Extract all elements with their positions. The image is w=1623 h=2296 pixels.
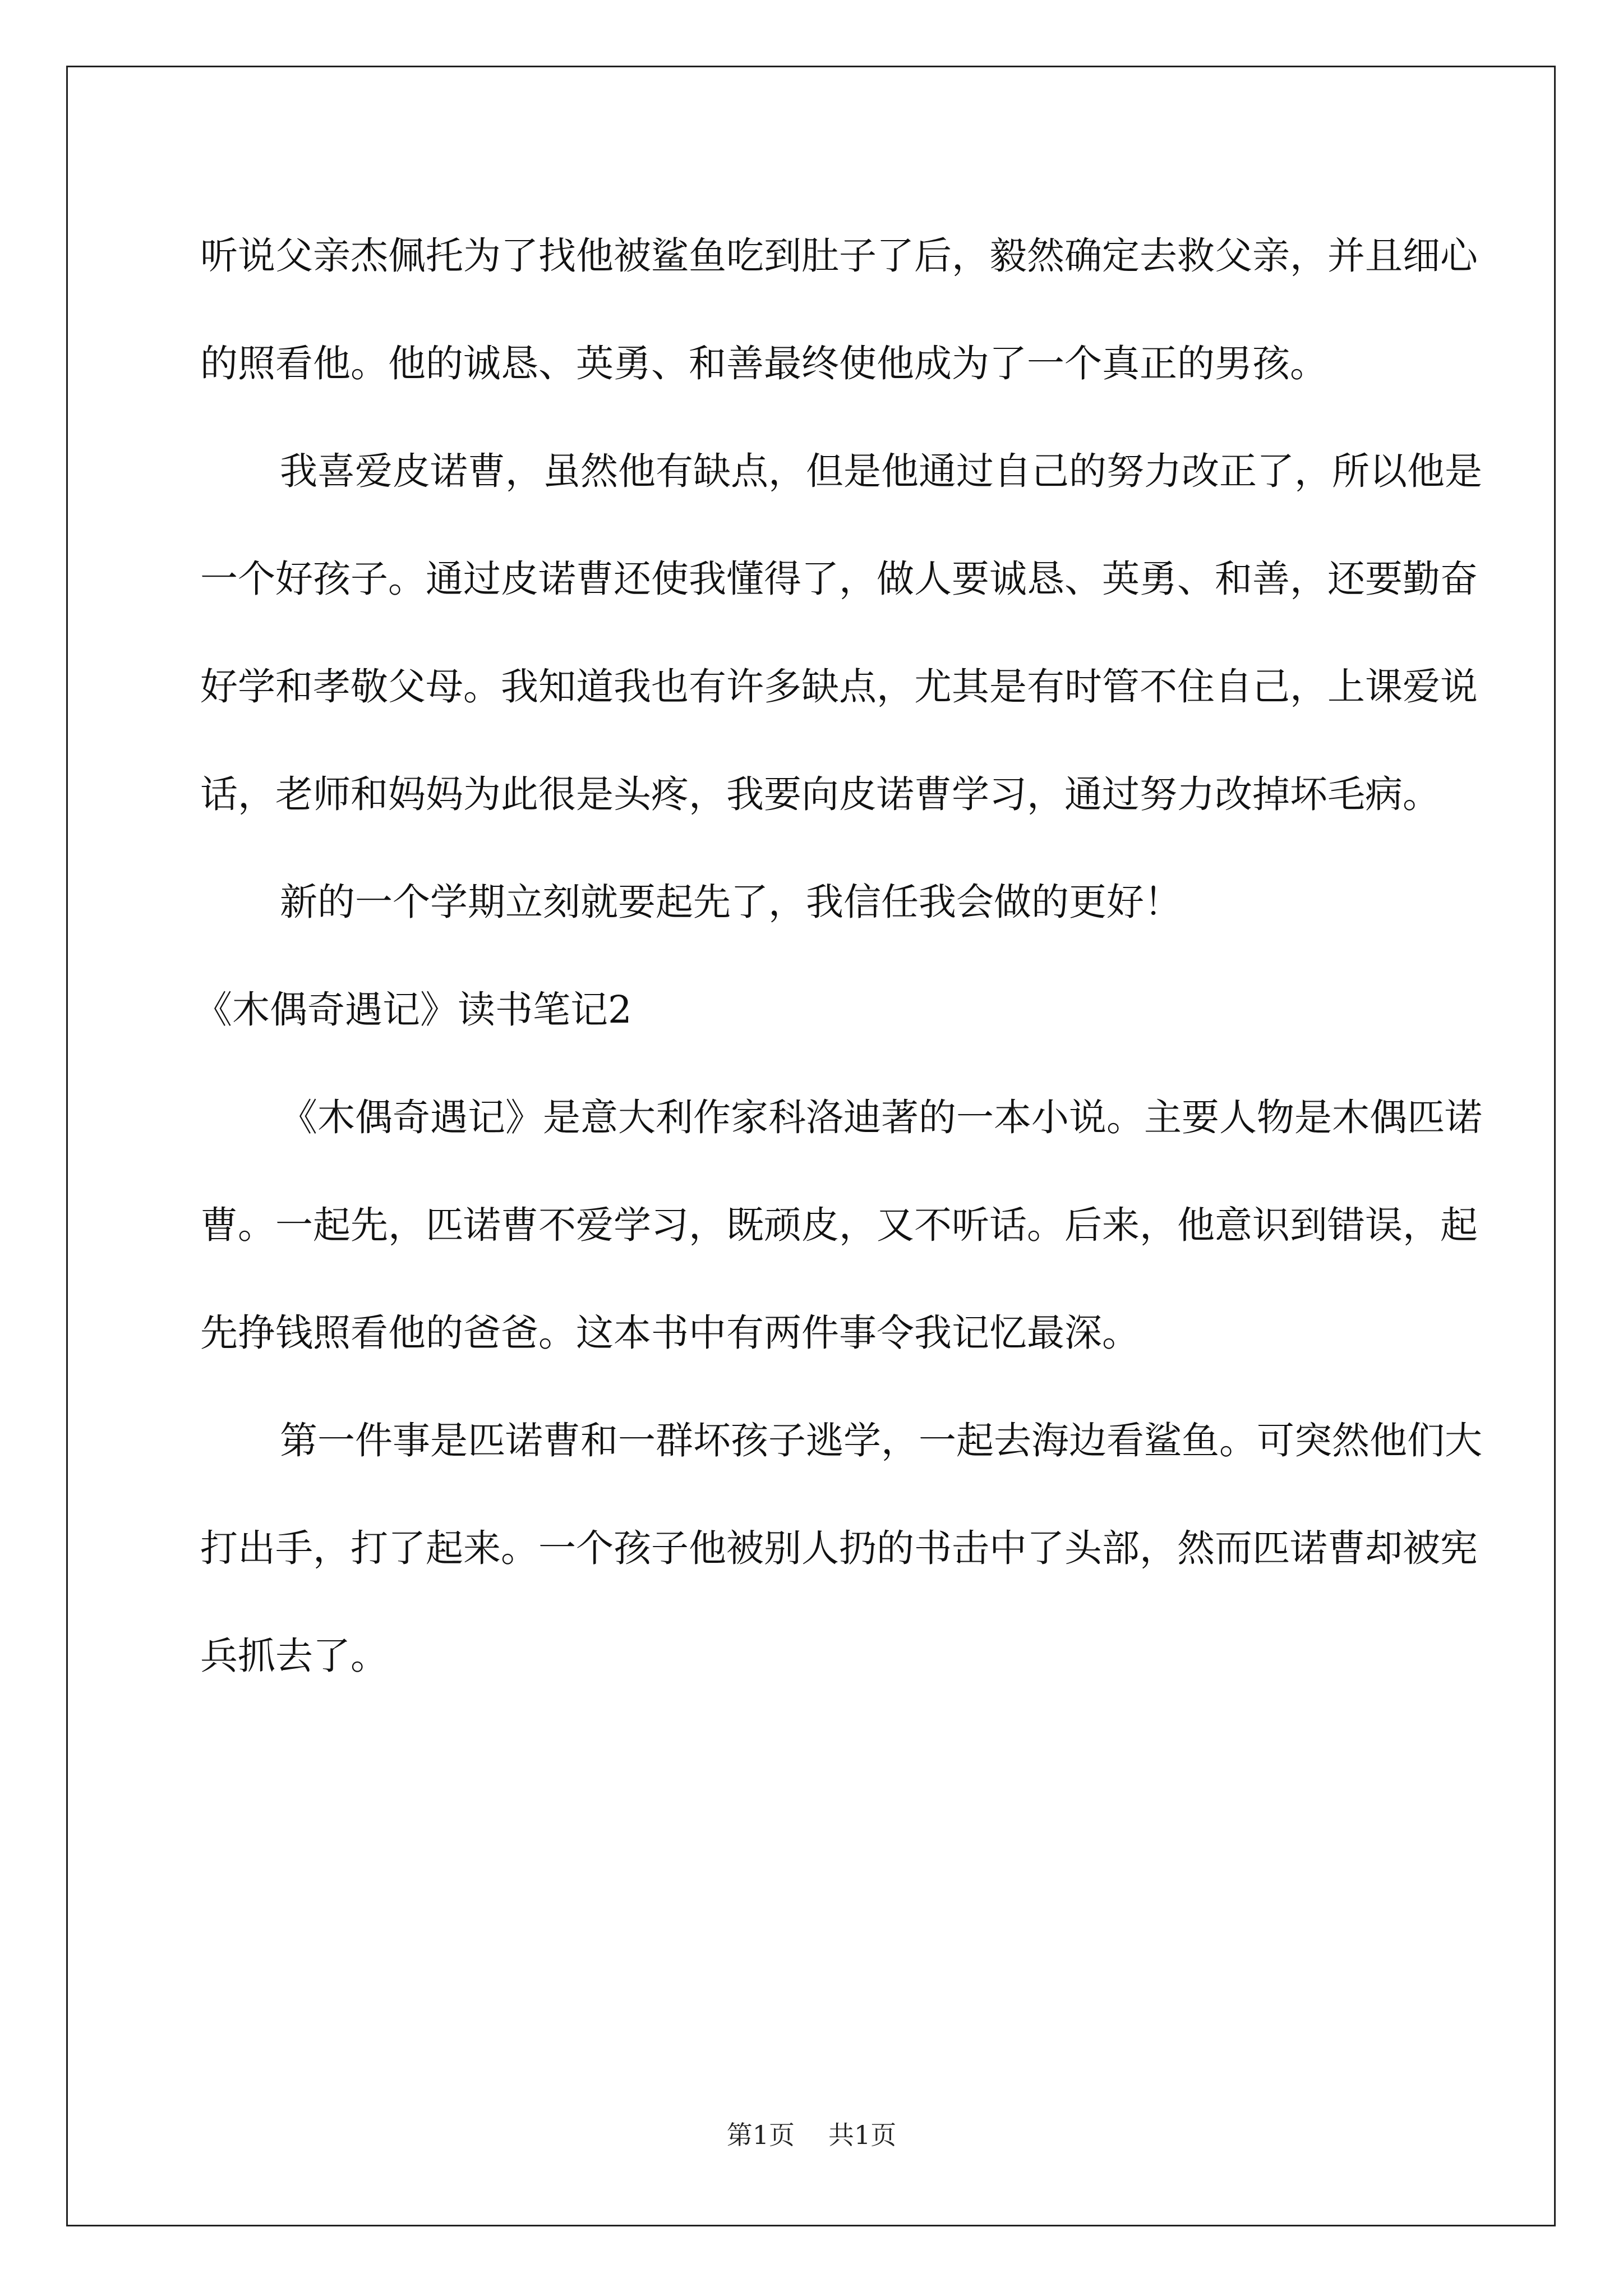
paragraph-pinocchio-lesson: 我喜爱皮诺曹，虽然他有缺点，但是他通过自己的努力改正了，所以他是一个好孩子。通过皮诺曹还使我懂得了，做人要诚恳、英勇、和善，还要勤奋好学和孝敬父母。我知道我也有许多缺点，尤其是有时管不住自己，上课爱说话，老师和妈妈为此很是头疼，我要向皮诺曹学习，通过努力改掉坏毛病。 (200, 449, 1482, 816)
paragraph-book-intro: 《木偶奇遇记》是意大利作家科洛迪著的一本小说。主要人物是木偶匹诺曹。一起先，匹诺曹不爱学习，既顽皮，又不听话。后来，他意识到错误，起先挣钱照看他的爸爸。这本书中有两件事令我记忆最深。 (200, 1096, 1482, 1355)
paragraph-continuation: 听说父亲杰佩托为了找他被鲨鱼吃到肚子了后，毅然确定去救父亲，并且细心的照看他。他的诚恳、英勇、和善最终使他成为了一个真正的男孩。 (200, 234, 1478, 385)
page-footer (0, 2115, 1623, 2152)
section-heading: 《木偶奇遇记》读书笔记2 (195, 988, 632, 1032)
page-number-total: 共1页 (828, 2120, 897, 2150)
page-number-current: 第1页 (726, 2120, 795, 2150)
document-body (195, 202, 1490, 1710)
paragraph-new-semester: 新的一个学期立刻就要起先了，我信任我会做的更好！ (280, 880, 1182, 924)
paragraph-first-event: 第一件事是匹诺曹和一群坏孩子逃学，一起去海边看鲨鱼。可突然他们大打出手，打了起来。一个孩子他被别人扔的书击中了头部，然而匹诺曹却被宪兵抓去了。 (200, 1419, 1482, 1678)
